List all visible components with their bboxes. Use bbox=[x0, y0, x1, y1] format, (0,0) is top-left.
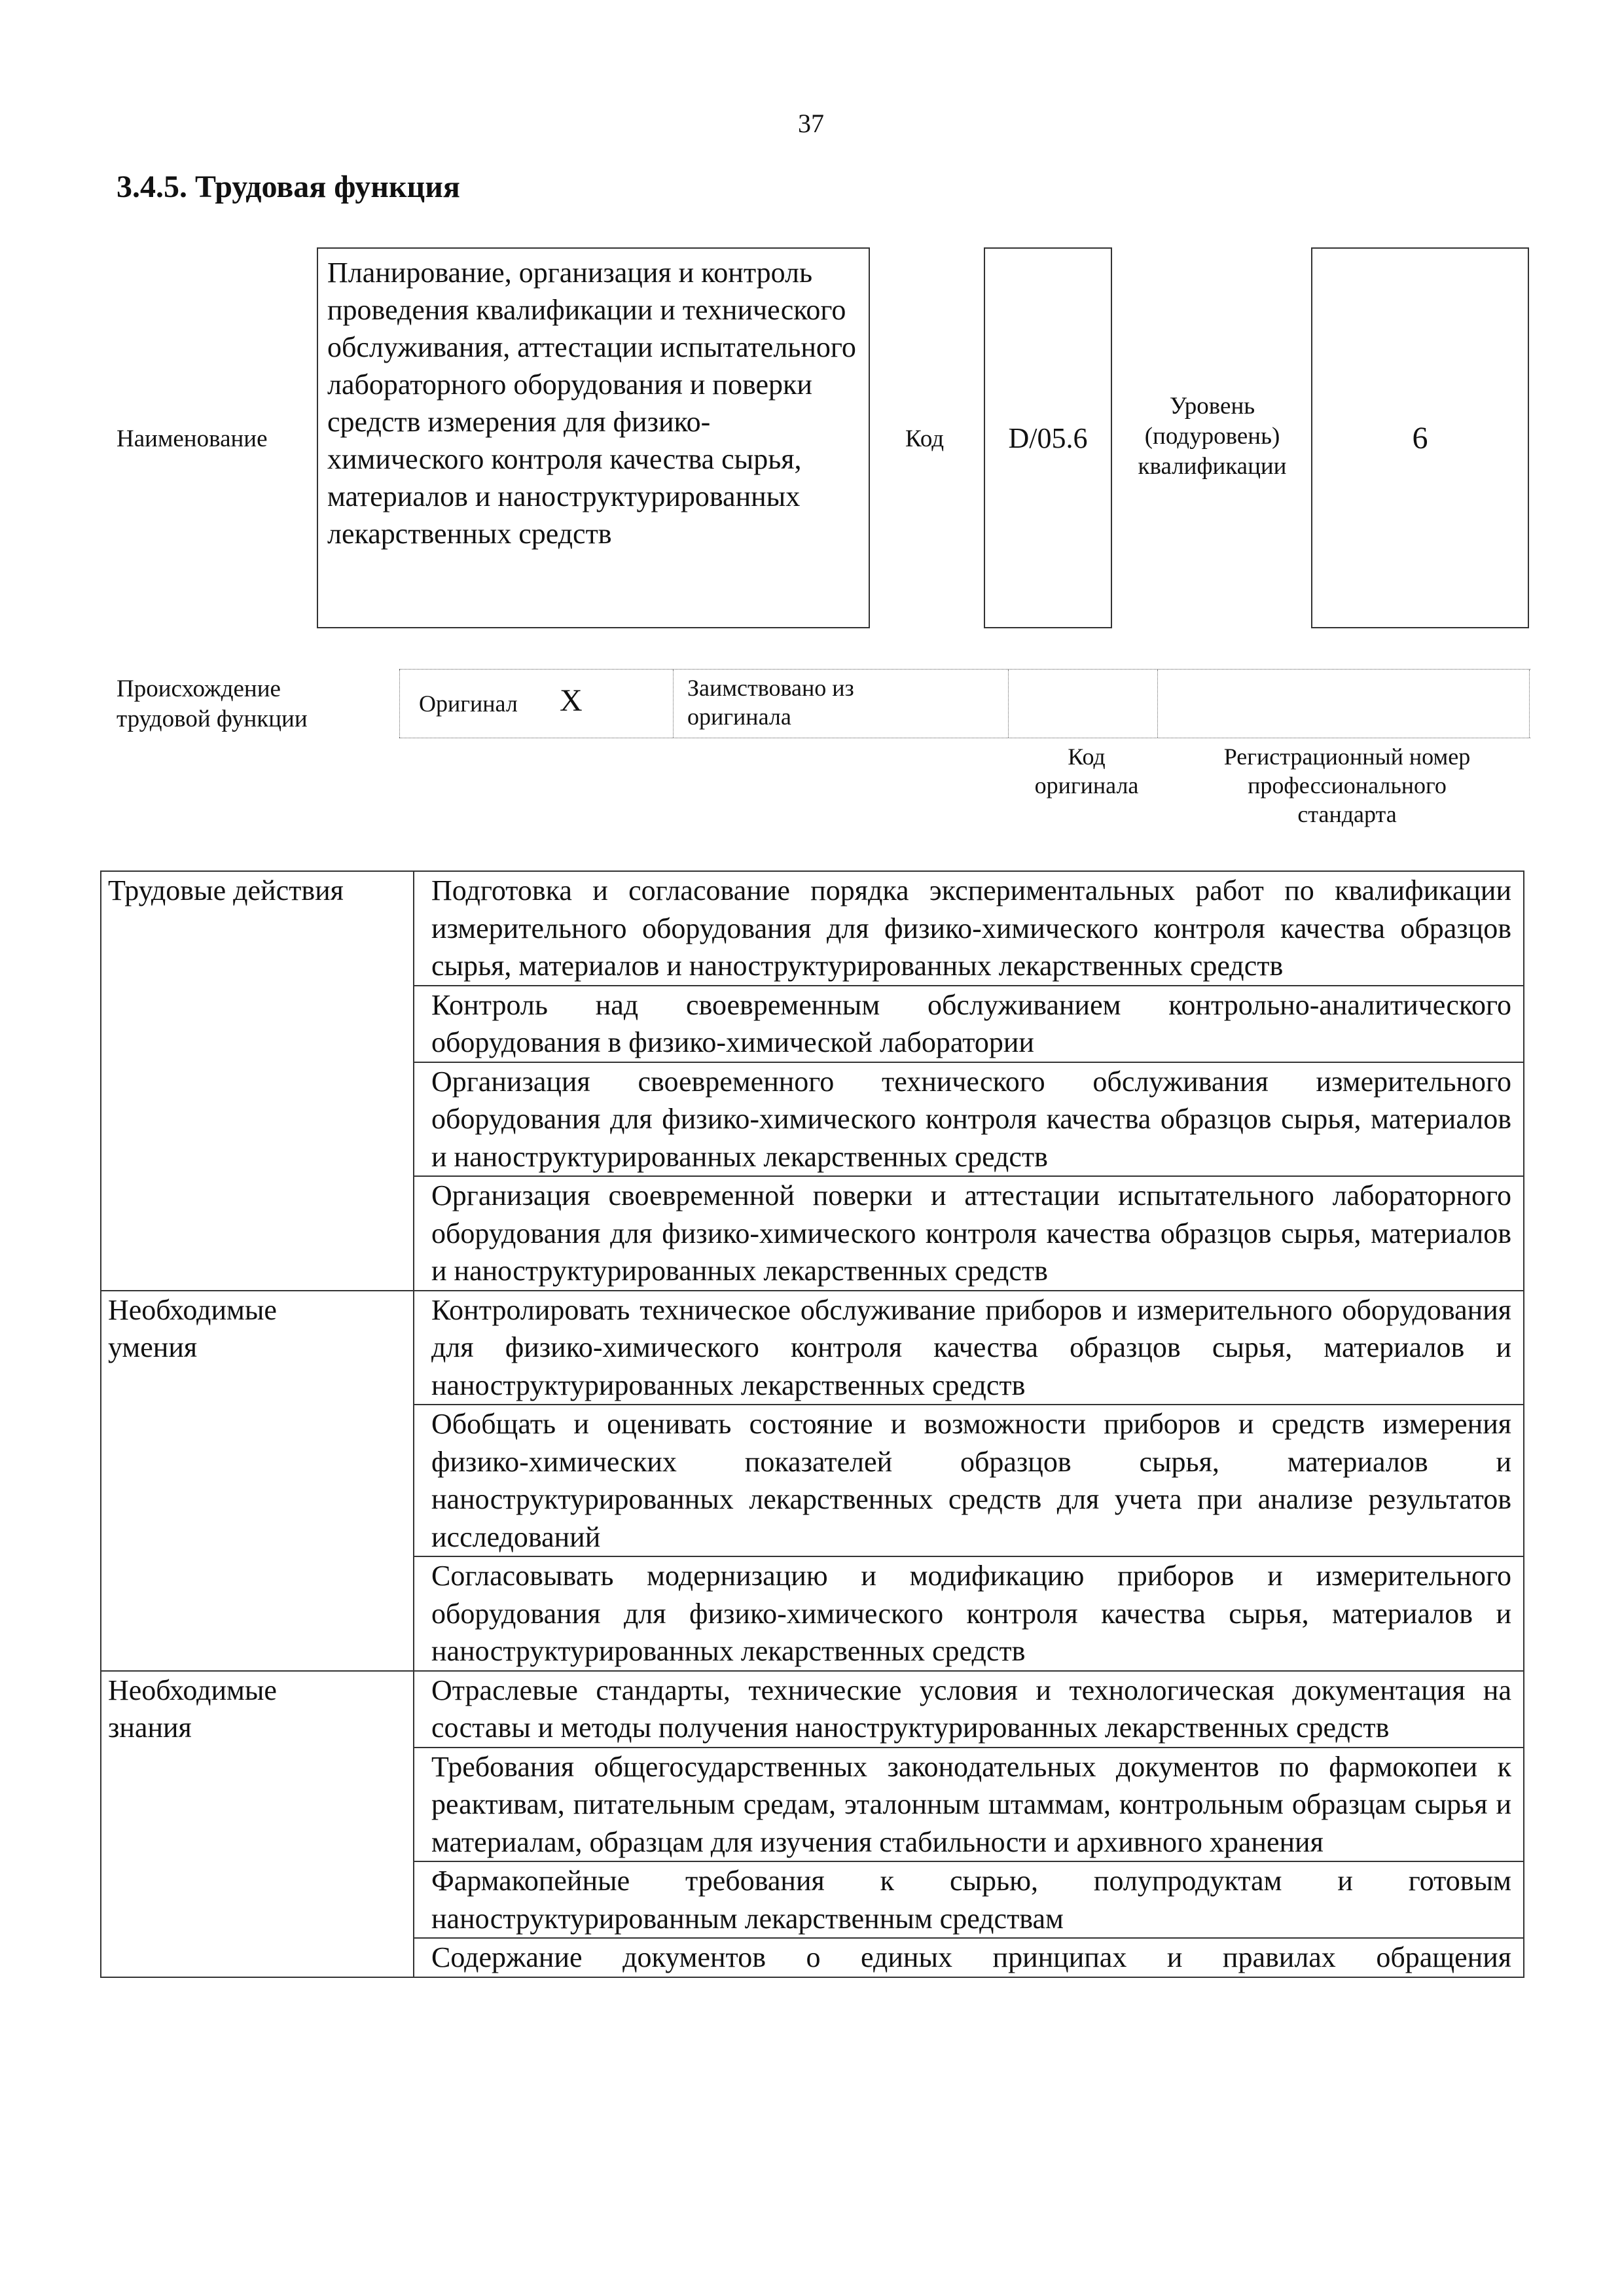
section-title: 3.4.5. Трудовая функция bbox=[117, 170, 460, 204]
code-caption-line-1: Код bbox=[1068, 744, 1106, 770]
function-name-box bbox=[317, 247, 870, 628]
skill-item: Контролировать техническое обслуживание приборов и измерительного оборудования для физико-химического контроля качества образцов сырья, материалов и наноструктурированных лекарственных средств bbox=[414, 1291, 1524, 1405]
knowledge-label-line-2: знания bbox=[108, 1712, 192, 1744]
level-label bbox=[1121, 391, 1304, 482]
origin-row bbox=[399, 669, 1530, 738]
code-caption-line-2: оригинала bbox=[1034, 772, 1139, 798]
action-item: Контроль над своевременным обслуживанием контрольно-аналитического оборудования в физико-химической лаборатории bbox=[414, 986, 1524, 1062]
origin-label bbox=[117, 674, 308, 734]
name-label: Наименование bbox=[117, 425, 268, 452]
action-item: Подготовка и согласование порядка экспериментальных работ по квалификации измерительного оборудования для физико-химического контроля качества образцов сырья, материалов и наноструктурированных лекарственных средств bbox=[414, 871, 1524, 986]
reg-caption-line-1: Регистрационный номер bbox=[1223, 744, 1471, 770]
action-item: Организация своевременной поверки и аттестации испытательного лабораторного оборудования для физико-химического контроля качества образцов сырья, материалов и наноструктурированных лекарственных средств bbox=[414, 1176, 1524, 1291]
level-value: 6 bbox=[1412, 420, 1428, 456]
knowledge-item: Требования общегосударственных законодательных документов по фармокопеи к реактивам, питательным средам, эталонным штаммам, контрольным образцам сырья и материалам, образцам для изучения стабильности и архивного хранения bbox=[414, 1748, 1524, 1862]
code-original-caption bbox=[1001, 742, 1172, 800]
action-item: Организация своевременного технического обслуживания измерительного оборудования для физико-химического контроля качества образцов сырья, материалов и наноструктурированных лекарственных средств bbox=[414, 1062, 1524, 1177]
origin-label-line-2: трудовой функции bbox=[117, 706, 308, 732]
code-box bbox=[984, 247, 1112, 628]
table-row bbox=[101, 871, 1524, 986]
skills-label-line-2: умения bbox=[108, 1331, 198, 1363]
reg-number-caption bbox=[1183, 742, 1511, 829]
borrowed-label-line-1: Заимствовано из bbox=[687, 675, 854, 701]
skill-item: Согласовывать модернизацию и модификацию приборов и измерительного оборудования для физико-химического контроля качества сырья, материалов и наноструктурированных лекарственных средств bbox=[414, 1556, 1524, 1671]
code-value: D/05.6 bbox=[1008, 422, 1088, 454]
level-label-line-3: квалификации bbox=[1138, 453, 1287, 480]
actions-category-cell bbox=[101, 871, 414, 1291]
knowledge-category-cell bbox=[101, 1671, 414, 1977]
knowledge-item: Содержание документов о единых принципах и правилах обращения bbox=[414, 1938, 1524, 1977]
function-name-value: Планирование, организация и контроль проведения квалификации и технического обслуживания, аттестации испытательного лабораторного оборудования и поверки средств измерения для физико-химического контроля качества сырья, материалов и наноструктурированных лекарственных средств bbox=[327, 257, 856, 550]
reg-caption-line-3: стандарта bbox=[1297, 801, 1397, 827]
level-label-line-2: (подуровень) bbox=[1144, 423, 1280, 450]
original-mark: X bbox=[560, 683, 583, 718]
skills-label-line-1: Необходимые bbox=[108, 1293, 277, 1326]
table-row bbox=[101, 1291, 1524, 1405]
level-box bbox=[1311, 247, 1529, 628]
code-label: Код bbox=[905, 425, 945, 452]
level-label-line-1: Уровень bbox=[1169, 393, 1255, 420]
borrowed-label-line-2: оригинала bbox=[687, 704, 791, 730]
skill-item: Обобщать и оценивать состояние и возможности приборов и средств измерения физико-химических показателей образцов сырья, материалов и наноструктурированных лекарственных средств для учета при анализе результатов исследований bbox=[414, 1405, 1524, 1556]
page-number: 37 bbox=[798, 109, 824, 138]
origin-label-line-1: Происхождение bbox=[117, 675, 281, 702]
table-row bbox=[101, 1671, 1524, 1748]
knowledge-label-line-1: Необходимые bbox=[108, 1674, 277, 1706]
skills-category-cell bbox=[101, 1291, 414, 1671]
actions-label: Трудовые действия bbox=[108, 874, 344, 906]
borrowed-label bbox=[687, 673, 854, 731]
reg-caption-line-2: профессионального bbox=[1248, 772, 1447, 798]
function-table bbox=[100, 870, 1524, 1978]
knowledge-item: Фармакопейные требования к сырью, полупродуктам и готовым наноструктурированным лекарственным средствам bbox=[414, 1861, 1524, 1938]
original-label: Оригинал bbox=[419, 691, 518, 717]
knowledge-item: Отраслевые стандарты, технические условия и технологическая документация на составы и методы получения наноструктурированных лекарственных средств bbox=[414, 1671, 1524, 1748]
